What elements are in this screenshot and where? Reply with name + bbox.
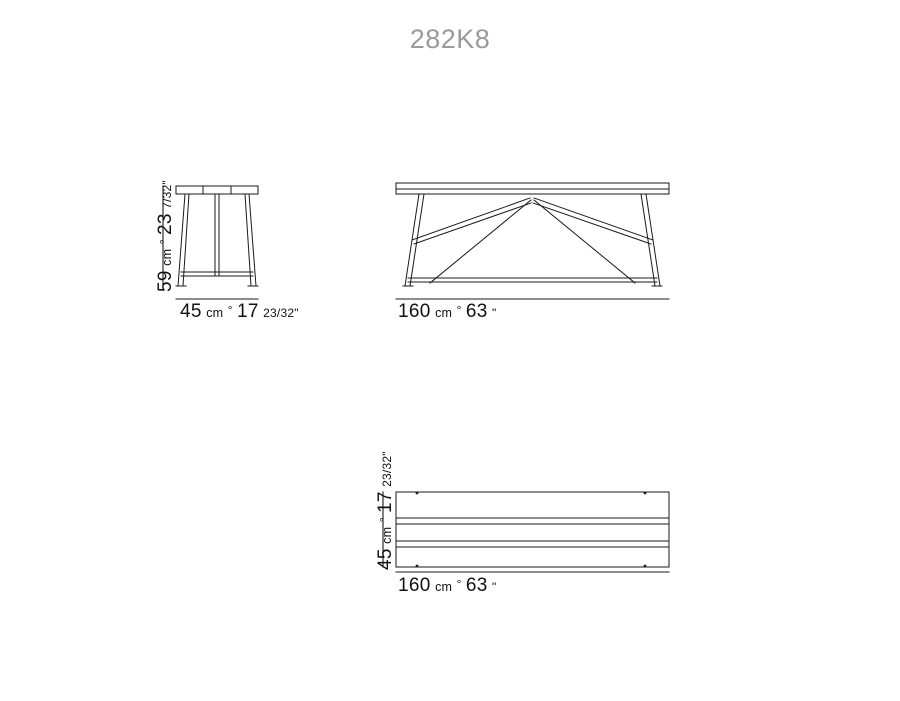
side-elevation-view	[176, 186, 258, 286]
side-width-dimension-label: 45 cm ° 17 23/32"	[180, 301, 299, 322]
page-title: 282K8	[409, 24, 491, 54]
plan-width-dimension-label: 160 cm ° 63 "	[398, 575, 497, 596]
top-plan-view	[396, 492, 669, 568]
front-elevation-view	[396, 183, 669, 286]
side-height-dimension-label: 59 cm ° 23 7/32"	[155, 180, 176, 292]
front-width-dimension-label: 160 cm ° 63 "	[398, 301, 497, 322]
plan-depth-dimension-label: 45 cm ° 17 23/32"	[375, 451, 396, 570]
